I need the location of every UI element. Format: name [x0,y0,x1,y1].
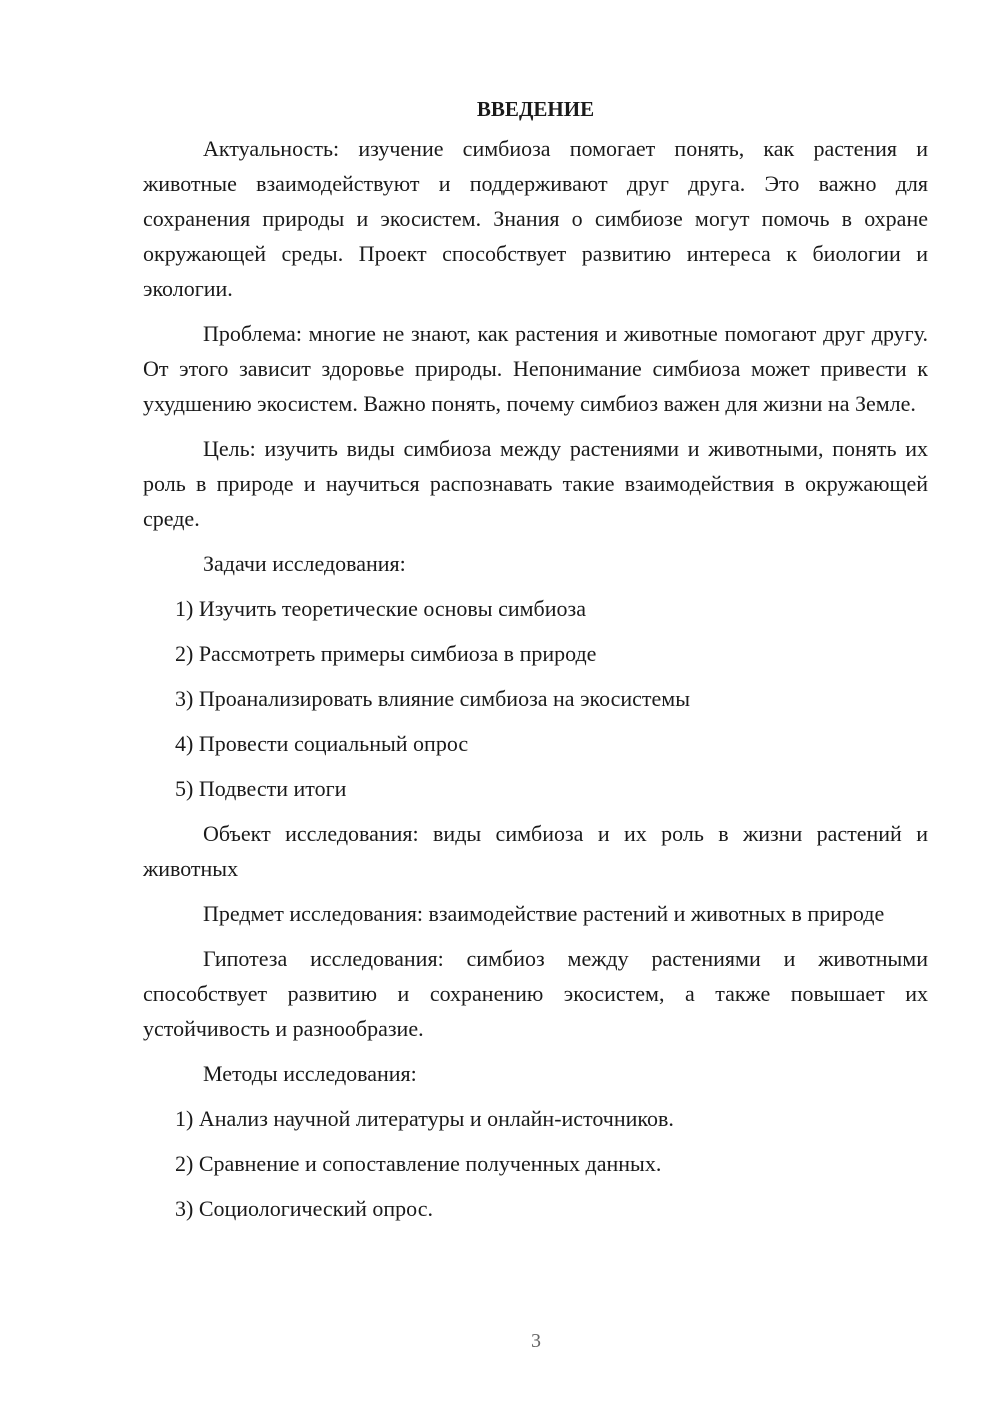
list-item: 3) Социологический опрос. [175,1196,433,1221]
list-item: 2) Сравнение и сопоставление полученных данных. [175,1151,662,1176]
subject-paragraph: Предмет исследования: взаимодействие растений и животных в природе [203,901,885,926]
list-item: 1) Изучить теоретические основы симбиоза [175,596,586,621]
page-title: ВВЕДЕНИЕ [476,97,595,121]
list-item: 3) Проанализировать влияние симбиоза на экосистемы [175,686,691,711]
problem-paragraph: Проблема: многие не знают, как растения и животные помогают друг другу. От этого зависит здоровье природы. Непонимание симбиоза может привести к ухудшению экосистем. Важно понять, почему симбиоз важен для жизни на Земле. [143,321,928,416]
list-item: 1) Анализ научной литературы и онлайн-источников. [175,1106,674,1131]
tasks-list [143,591,928,806]
relevance-paragraph: Актуальность: изучение симбиоза помогает понять, как растения и животные взаимодействуют и поддерживают друг друга. Это важно для сохранения природы и экосистем. Знания о симбиозе могут помочь в охране окружающей среды. Проект способствует развитию интереса к биологии и экологии. [143,136,928,301]
list-item: 2) Рассмотреть примеры симбиоза в природе [175,641,597,666]
methods-list [143,1101,928,1226]
goal-paragraph: Цель: изучить виды симбиоза между растениями и животными, понять их роль в природе и научиться распознавать такие взаимодействия в окружающей среде. [143,436,928,531]
methods-heading: Методы исследования: [203,1061,417,1086]
hypothesis-paragraph: Гипотеза исследования: симбиоз между растениями и животными способствует развитию и сохранению экосистем, а также повышает их устойчивость и разнообразие. [143,946,928,1041]
object-paragraph: Объект исследования: виды симбиоза и их роль в жизни растений и животных [143,821,928,881]
tasks-heading: Задачи исследования: [203,551,406,576]
page-number: 3 [531,1330,541,1352]
list-item: 4) Провести социальный опрос [175,731,469,756]
document-page [143,92,928,1236]
list-item: 5) Подвести итоги [175,776,347,801]
